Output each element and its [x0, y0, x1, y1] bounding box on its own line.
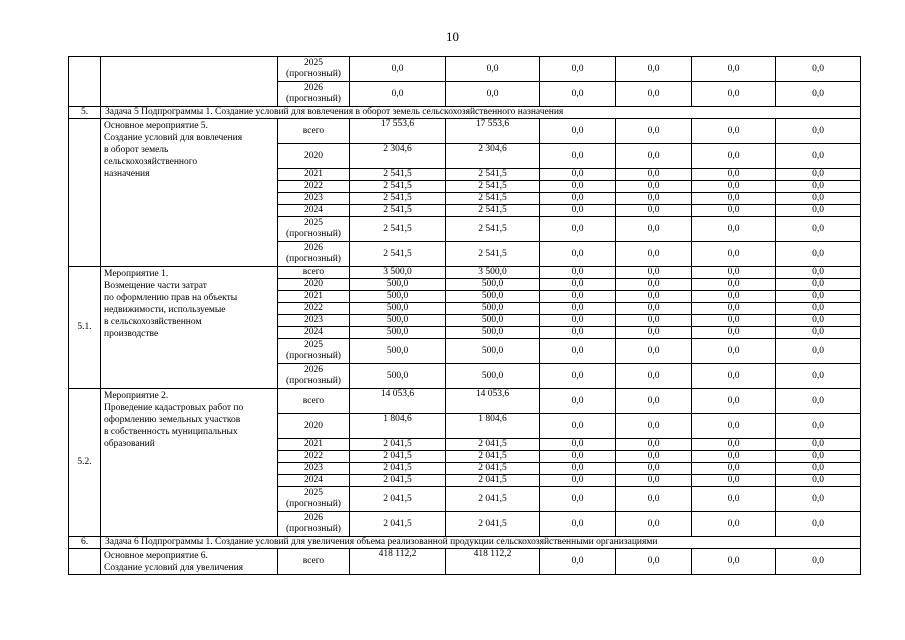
- amount-cell: 0,0: [692, 439, 776, 451]
- amount-cell: 0,0: [776, 487, 861, 512]
- amount-cell: 0,0: [692, 389, 776, 414]
- amount-cell: 0,0: [776, 389, 861, 414]
- forecast-note: (прогнозный): [286, 229, 341, 239]
- budget-table: [68, 56, 861, 575]
- amount-cell: 3 500,0: [446, 267, 540, 279]
- description-line: по оформлению прав на объекты: [104, 293, 238, 303]
- item-number: [69, 119, 101, 267]
- amount-cell: 0,0: [692, 169, 776, 181]
- amount-cell: 0,0: [616, 549, 692, 575]
- amount-cell: 2 041,5: [446, 463, 540, 475]
- amount-cell: 0,0: [540, 414, 616, 439]
- year-label: 2024: [304, 205, 323, 215]
- task-number: 5.: [69, 107, 101, 119]
- year-label: 2025: [304, 218, 323, 228]
- amount-cell: 2 041,5: [350, 487, 446, 512]
- amount-cell: 2 041,5: [350, 512, 446, 537]
- description-line: Основное мероприятие 5.: [104, 121, 208, 131]
- year-cell: [278, 144, 350, 169]
- amount-cell: 2 541,5: [446, 205, 540, 217]
- year-label: 2022: [304, 181, 323, 191]
- amount-cell: 2 541,5: [446, 193, 540, 205]
- year-label: 2024: [304, 475, 323, 485]
- year-cell: [278, 451, 350, 463]
- amount-cell: 0,0: [776, 279, 861, 291]
- amount-cell: 0,0: [692, 463, 776, 475]
- year-cell: [278, 217, 350, 242]
- description-line: Создание условий для увеличения: [104, 563, 244, 573]
- year-cell: [278, 463, 350, 475]
- amount-cell: 500,0: [350, 327, 446, 339]
- amount-cell: 17 553,6: [446, 119, 540, 144]
- amount-cell: 2 541,5: [446, 217, 540, 242]
- amount-cell: 2 541,5: [350, 181, 446, 193]
- amount-cell: 500,0: [350, 315, 446, 327]
- description-line: Создание условий для вовлечения: [104, 133, 243, 143]
- item-description: [101, 119, 278, 267]
- amount-cell: 0,0: [616, 193, 692, 205]
- year-cell: [278, 267, 350, 279]
- amount-cell: 0,0: [540, 217, 616, 242]
- year-label: всего: [302, 395, 325, 406]
- amount-cell: 0,0: [692, 315, 776, 327]
- amount-cell: 0,0: [540, 549, 616, 575]
- amount-cell: 0,0: [616, 279, 692, 291]
- item-description: [101, 549, 278, 575]
- year-cell: [278, 439, 350, 451]
- amount-cell: 0,0: [616, 414, 692, 439]
- amount-cell: 0,0: [616, 389, 692, 414]
- amount-cell: 0,0: [616, 169, 692, 181]
- amount-cell: 2 041,5: [446, 439, 540, 451]
- amount-cell: 0,0: [350, 57, 446, 82]
- amount-cell: 0,0: [776, 327, 861, 339]
- table-row: [69, 57, 861, 82]
- description-line: Проведение кадастровых работ по: [104, 403, 244, 413]
- description-line: недвижимости, используемые: [104, 305, 226, 315]
- amount-cell: 2 541,5: [350, 242, 446, 267]
- amount-cell: 0,0: [616, 475, 692, 487]
- amount-cell: 0,0: [616, 339, 692, 364]
- description-line: Основное мероприятие 6.: [104, 551, 208, 561]
- amount-cell: 500,0: [446, 315, 540, 327]
- year-cell: [278, 475, 350, 487]
- description-line: оформлению земельных участков: [104, 415, 241, 425]
- year-label: 2023: [304, 463, 323, 473]
- amount-cell: 0,0: [540, 327, 616, 339]
- year-label: 2020: [304, 420, 323, 431]
- amount-cell: 0,0: [616, 119, 692, 144]
- amount-cell: 0,0: [776, 82, 861, 107]
- amount-cell: 0,0: [540, 451, 616, 463]
- year-cell: [278, 414, 350, 439]
- description-cell: [101, 57, 278, 107]
- amount-cell: 0,0: [692, 119, 776, 144]
- year-cell: [278, 82, 350, 107]
- amount-cell: 14 053,6: [350, 389, 446, 414]
- year-cell: [278, 389, 350, 414]
- amount-cell: 0,0: [776, 549, 861, 575]
- amount-cell: 2 041,5: [350, 451, 446, 463]
- amount-cell: 0,0: [776, 339, 861, 364]
- table-row: [69, 549, 861, 575]
- amount-cell: 0,0: [776, 144, 861, 169]
- amount-cell: 2 041,5: [350, 463, 446, 475]
- amount-cell: 0,0: [616, 242, 692, 267]
- item-number: [69, 549, 101, 575]
- amount-cell: 0,0: [350, 82, 446, 107]
- year-cell: [278, 512, 350, 537]
- year-label: 2023: [304, 315, 323, 325]
- amount-cell: 0,0: [692, 339, 776, 364]
- amount-cell: 0,0: [540, 475, 616, 487]
- amount-cell: 0,0: [540, 169, 616, 181]
- forecast-note: (прогнозный): [286, 376, 341, 386]
- amount-cell: 0,0: [540, 439, 616, 451]
- amount-cell: 2 041,5: [446, 487, 540, 512]
- amount-cell: 0,0: [616, 267, 692, 279]
- year-label: 2021: [304, 439, 323, 449]
- amount-cell: 2 541,5: [350, 193, 446, 205]
- amount-cell: 418 112,2: [350, 549, 446, 575]
- amount-cell: 0,0: [776, 364, 861, 389]
- amount-cell: 0,0: [776, 119, 861, 144]
- year-cell: [278, 487, 350, 512]
- amount-cell: 0,0: [776, 451, 861, 463]
- forecast-note: (прогнозный): [286, 351, 341, 361]
- year-label: 2021: [304, 169, 323, 179]
- page-number: 10: [446, 29, 459, 44]
- amount-cell: 0,0: [540, 82, 616, 107]
- amount-cell: 14 053,6: [446, 389, 540, 414]
- amount-cell: 0,0: [616, 217, 692, 242]
- item-number: 5.1.: [69, 267, 101, 389]
- year-cell: [278, 181, 350, 193]
- year-label: 2021: [304, 291, 323, 301]
- amount-cell: 2 304,6: [350, 144, 446, 169]
- amount-cell: 0,0: [540, 389, 616, 414]
- amount-cell: 500,0: [350, 303, 446, 315]
- amount-cell: 0,0: [616, 205, 692, 217]
- amount-cell: 0,0: [540, 144, 616, 169]
- amount-cell: 0,0: [616, 487, 692, 512]
- amount-cell: 0,0: [540, 242, 616, 267]
- amount-cell: 0,0: [692, 327, 776, 339]
- forecast-note: (прогнозный): [286, 499, 341, 509]
- amount-cell: 418 112,2: [446, 549, 540, 575]
- amount-cell: 0,0: [446, 82, 540, 107]
- amount-cell: 0,0: [692, 82, 776, 107]
- amount-cell: 500,0: [350, 291, 446, 303]
- description-line: в сельскохозяйственном: [104, 317, 202, 327]
- amount-cell: 0,0: [616, 181, 692, 193]
- amount-cell: 0,0: [692, 193, 776, 205]
- year-cell: [278, 169, 350, 181]
- amount-cell: 0,0: [692, 451, 776, 463]
- table-row: [69, 389, 861, 414]
- amount-cell: 500,0: [350, 279, 446, 291]
- amount-cell: 0,0: [692, 303, 776, 315]
- year-label: 2025: [304, 58, 323, 68]
- amount-cell: 1 804,6: [446, 414, 540, 439]
- amount-cell: 500,0: [446, 339, 540, 364]
- year-label: 2025: [304, 340, 323, 350]
- year-label: 2022: [304, 303, 323, 313]
- seq-cell: [69, 57, 101, 107]
- amount-cell: 0,0: [540, 279, 616, 291]
- amount-cell: 1 804,6: [350, 414, 446, 439]
- amount-cell: 3 500,0: [350, 267, 446, 279]
- description-line: сельскохозяйственного: [104, 157, 198, 167]
- amount-cell: 0,0: [616, 57, 692, 82]
- amount-cell: 2 041,5: [350, 475, 446, 487]
- amount-cell: 0,0: [446, 57, 540, 82]
- amount-cell: 2 041,5: [446, 475, 540, 487]
- year-cell: [278, 364, 350, 389]
- year-cell: [278, 327, 350, 339]
- year-cell: [278, 291, 350, 303]
- amount-cell: 500,0: [446, 279, 540, 291]
- amount-cell: 2 541,5: [446, 242, 540, 267]
- item-number: 5.2.: [69, 389, 101, 537]
- amount-cell: 0,0: [540, 315, 616, 327]
- item-description: [101, 389, 278, 537]
- amount-cell: 0,0: [616, 144, 692, 169]
- amount-cell: 0,0: [692, 242, 776, 267]
- amount-cell: 0,0: [776, 267, 861, 279]
- description-line: Мероприятие 2.: [104, 391, 169, 401]
- year-cell: [278, 303, 350, 315]
- amount-cell: 0,0: [540, 512, 616, 537]
- amount-cell: 0,0: [692, 487, 776, 512]
- amount-cell: 0,0: [616, 451, 692, 463]
- amount-cell: 2 541,5: [350, 169, 446, 181]
- amount-cell: 500,0: [446, 364, 540, 389]
- amount-cell: 0,0: [692, 217, 776, 242]
- forecast-note: (прогнозный): [286, 69, 341, 79]
- amount-cell: 2 541,5: [446, 169, 540, 181]
- year-cell: [278, 279, 350, 291]
- amount-cell: 0,0: [776, 205, 861, 217]
- task-title: Задача 6 Подпрограммы 1. Создание условий для увеличения объема реализованной продукции сельскохозяйственными организациями: [101, 537, 861, 549]
- amount-cell: 0,0: [692, 57, 776, 82]
- year-label: 2023: [304, 193, 323, 203]
- year-label: 2024: [304, 327, 323, 337]
- amount-cell: 0,0: [692, 267, 776, 279]
- amount-cell: 0,0: [776, 463, 861, 475]
- task-row: [69, 107, 861, 119]
- amount-cell: 0,0: [616, 291, 692, 303]
- amount-cell: 0,0: [776, 193, 861, 205]
- year-cell: [278, 549, 350, 575]
- year-label: всего: [302, 125, 325, 136]
- year-label: 2020: [304, 150, 323, 161]
- year-label: 2022: [304, 451, 323, 461]
- description-line: назначения: [104, 169, 150, 179]
- amount-cell: 0,0: [616, 82, 692, 107]
- amount-cell: 500,0: [446, 327, 540, 339]
- amount-cell: 0,0: [540, 303, 616, 315]
- amount-cell: 2 041,5: [446, 451, 540, 463]
- year-cell: [278, 242, 350, 267]
- amount-cell: 0,0: [776, 414, 861, 439]
- amount-cell: 0,0: [616, 512, 692, 537]
- amount-cell: 0,0: [540, 119, 616, 144]
- amount-cell: 2 041,5: [350, 439, 446, 451]
- task-number: 6.: [69, 537, 101, 549]
- task-title: Задача 5 Подпрограммы 1. Создание условий для вовлечения в оборот земель сельскохозяйственного назначения: [101, 107, 861, 119]
- description-line: в собственность муниципальных: [104, 427, 238, 437]
- table-row: [69, 119, 861, 144]
- amount-cell: 0,0: [616, 439, 692, 451]
- amount-cell: 0,0: [692, 549, 776, 575]
- description-line: Возмещение части затрат: [104, 281, 207, 291]
- description-line: образований: [104, 439, 155, 449]
- year-label: 2020: [304, 279, 323, 289]
- amount-cell: 0,0: [776, 217, 861, 242]
- amount-cell: 0,0: [692, 364, 776, 389]
- year-cell: [278, 339, 350, 364]
- amount-cell: 0,0: [776, 512, 861, 537]
- amount-cell: 0,0: [540, 463, 616, 475]
- amount-cell: 2 541,5: [446, 181, 540, 193]
- amount-cell: 0,0: [616, 303, 692, 315]
- year-cell: [278, 119, 350, 144]
- amount-cell: 0,0: [692, 512, 776, 537]
- year-label: всего: [302, 267, 325, 277]
- forecast-note: (прогнозный): [286, 94, 341, 104]
- amount-cell: 2 304,6: [446, 144, 540, 169]
- amount-cell: 0,0: [616, 364, 692, 389]
- amount-cell: 2 541,5: [350, 205, 446, 217]
- amount-cell: 17 553,6: [350, 119, 446, 144]
- year-cell: [278, 57, 350, 82]
- amount-cell: 0,0: [540, 487, 616, 512]
- amount-cell: 0,0: [540, 193, 616, 205]
- amount-cell: 0,0: [616, 315, 692, 327]
- amount-cell: 0,0: [540, 181, 616, 193]
- table-row: [69, 267, 861, 279]
- year-label: всего: [302, 556, 325, 566]
- amount-cell: 500,0: [350, 339, 446, 364]
- description-line: в оборот земель: [104, 145, 169, 155]
- amount-cell: 2 541,5: [350, 217, 446, 242]
- amount-cell: 0,0: [540, 291, 616, 303]
- amount-cell: 0,0: [540, 364, 616, 389]
- amount-cell: 0,0: [540, 267, 616, 279]
- forecast-note: (прогнозный): [286, 524, 341, 534]
- amount-cell: 0,0: [540, 205, 616, 217]
- amount-cell: 0,0: [616, 463, 692, 475]
- year-cell: [278, 193, 350, 205]
- amount-cell: 2 041,5: [446, 512, 540, 537]
- year-label: 2026: [304, 365, 323, 375]
- year-label: 2026: [304, 83, 323, 93]
- task-row: [69, 537, 861, 549]
- amount-cell: 0,0: [776, 242, 861, 267]
- year-cell: [278, 205, 350, 217]
- year-label: 2026: [304, 513, 323, 523]
- amount-cell: 500,0: [446, 291, 540, 303]
- amount-cell: 500,0: [446, 303, 540, 315]
- amount-cell: 0,0: [776, 169, 861, 181]
- amount-cell: 0,0: [616, 327, 692, 339]
- amount-cell: 0,0: [776, 439, 861, 451]
- year-label: 2026: [304, 243, 323, 253]
- amount-cell: 0,0: [692, 291, 776, 303]
- amount-cell: 0,0: [776, 291, 861, 303]
- description-line: производстве: [104, 329, 159, 339]
- amount-cell: 0,0: [692, 181, 776, 193]
- amount-cell: 0,0: [776, 181, 861, 193]
- amount-cell: 0,0: [776, 57, 861, 82]
- amount-cell: 0,0: [540, 57, 616, 82]
- description-line: Мероприятие 1.: [104, 269, 169, 279]
- amount-cell: 0,0: [776, 303, 861, 315]
- amount-cell: 0,0: [692, 279, 776, 291]
- amount-cell: 0,0: [692, 144, 776, 169]
- amount-cell: 0,0: [692, 475, 776, 487]
- amount-cell: 0,0: [692, 205, 776, 217]
- forecast-note: (прогнозный): [286, 254, 341, 264]
- item-description: [101, 267, 278, 389]
- year-cell: [278, 315, 350, 327]
- amount-cell: 0,0: [776, 475, 861, 487]
- amount-cell: 0,0: [540, 339, 616, 364]
- year-label: 2025: [304, 488, 323, 498]
- amount-cell: 500,0: [350, 364, 446, 389]
- amount-cell: 0,0: [692, 414, 776, 439]
- amount-cell: 0,0: [776, 315, 861, 327]
